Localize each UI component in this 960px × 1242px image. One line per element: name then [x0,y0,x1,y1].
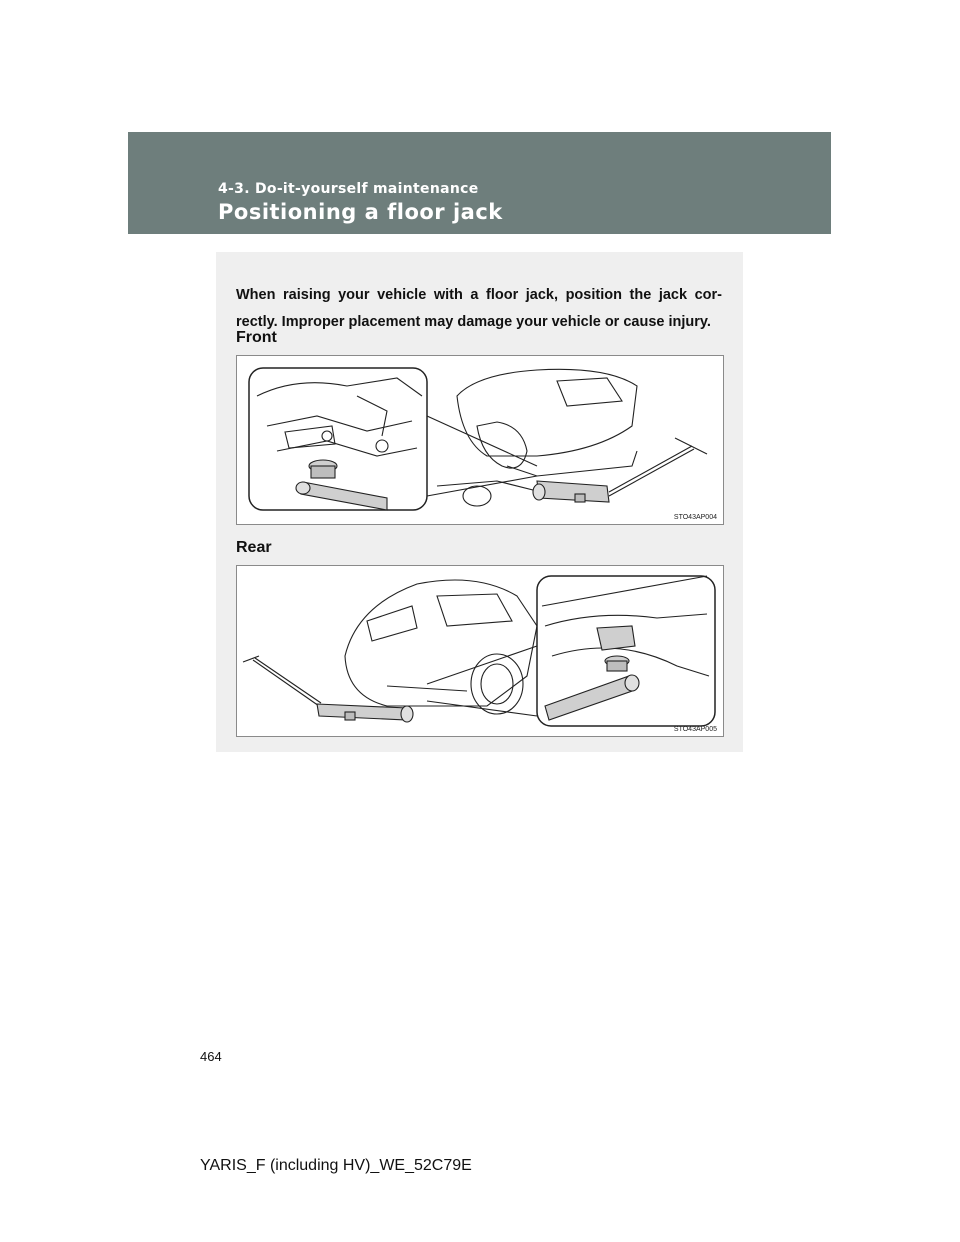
rear-heading: Rear [236,539,272,556]
section-label: 4-3. Do-it-yourself maintenance [218,181,479,197]
rear-jack-drawing [237,566,723,736]
front-jack-drawing [237,356,723,524]
footer-code: YARIS_F (including HV)_WE_52C79E [200,1157,472,1174]
rear-figure-code: STO43AP005 [673,726,717,733]
front-jack-illustration [236,355,724,525]
header-band [128,132,831,234]
page-number: 464 [200,1049,222,1064]
intro-text: When raising your vehicle with a floor jack, position the jack cor-rectly. Improper placement may damage your vehicle or cause injury. [236,287,722,330]
front-heading: Front [236,329,277,346]
content-box [216,252,743,752]
rear-jack-illustration [236,565,724,737]
page-title: Positioning a floor jack [218,200,503,224]
front-figure-code: STO43AP004 [673,514,717,521]
